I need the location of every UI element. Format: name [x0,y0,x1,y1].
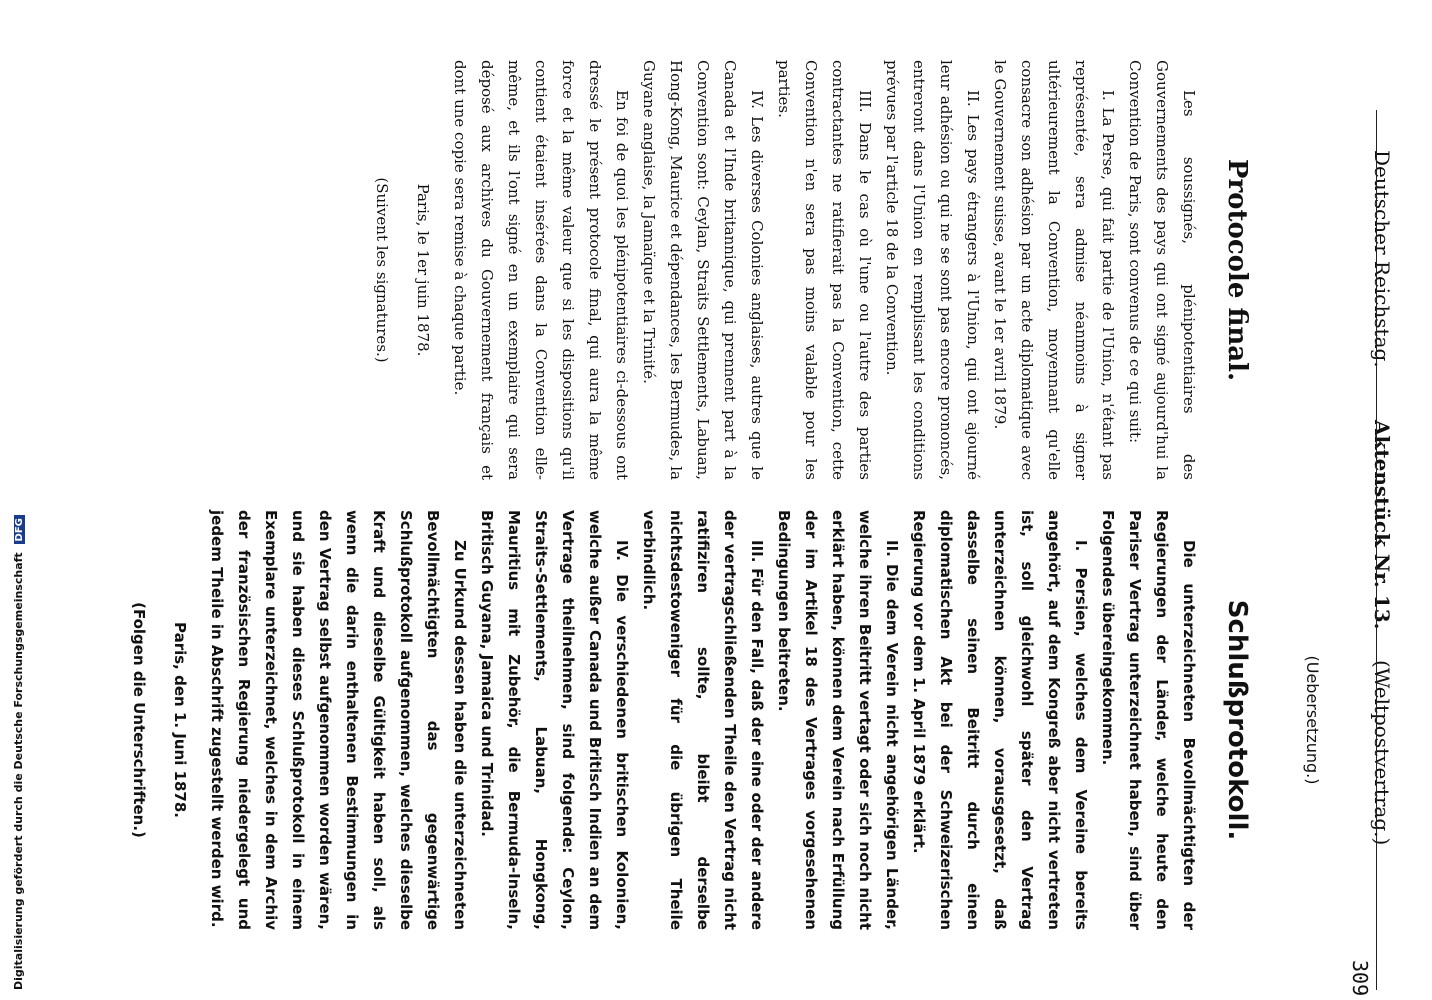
page-header [1364,40,1414,1000]
french-paragraph: I. La Perse, qui fait partie de l'Union, n'étant pas représentée, sera admise néanmoins à signer ultérieurement la Convention, moyennant qu'elle consacre son adhésion par un acte diplomatique avec le Gouvernement suisse, avant le 1er avril 1879. [991,60,1117,480]
french-paragraph: II. Les pays étrangers à l'Union, qui ont ajourné leur adhésion ou qui ne se sont pas encore prononcés, entreront dans l'Union en remplissant les conditions prévues par l'article 18 de la Convention. [883,60,982,480]
french-paragraph: En foi de quoi les plénipotentiaires ci-dessous ont dressé le présent protocole final, qui aura la même force et la même valeur que si les dispositions qu'il contient étaient insérées dans la Convention elle-même, et ils l'ont signé en un exemplaire qui sera déposé aux archives du Gouvernement français et dont une copie sera remise à chaque partie. [451,60,631,480]
french-paragraph: Les soussignés, plénipotentiaires des Gouvernements des pays qui ont signé aujourd'hui la Convention de Paris, sont convenus de ce qui suit: [1126,60,1198,480]
digitization-text: Digitalisierung gefördert durch die Deutsche Forschungsgemeinschaft [12,552,25,990]
french-place-date: Paris, le 1er juin 1878. [414,183,432,357]
french-paragraph: IV. Les diverses Colonies anglaises, autres que le Canada et l'Inde britannique, qui prennent part à la Convention sont: Ceylan, Straits Settlements, Labuan, Hong-Kong, Maurice et dépendances, les Bermudes, la Guyane anglaise, la Jamaïque et la Trinité. [640,60,766,480]
page-number: 309 [1348,960,1372,997]
german-place-date: Paris, den 1. Juni 1878. [171,621,189,819]
german-column [111,510,1202,930]
german-paragraph: I. Persien, welches dem Vereine bereits angehört, auf dem Kongreß aber nicht vertreten ist, soll gleichwohl später den Vertrag unterzeichnen können, vorausgesetzt, daß dasselbe seinen Beitritt durch einen diplomatischen Akt bei der Schweizerischen Regierung vor dem 1. April 1879 erklärt. [910,510,1090,930]
french-paragraph: III. Dans le cas où l'une ou l'autre des parties contractantes ne ratifierait pas la Convention, cette Convention n'en sera pas moins valable pour les parties. [775,60,874,480]
german-paragraph: IV. Die verschiedenen britischen Kolonien, welche außer Canada und Britisch Indien an dem Vertrage theilnehmen, sind folgende: Ceylon, Straits-Settlements, Labuan, Hongkong, Mauritius mit Zubehör, die Bermuda-Inseln, Britisch Guyana, Jamaica und Trinidad. [478,510,631,930]
header-right: (Weltpostvertrag.) [1370,660,1394,846]
header-middle: Aktenstück Nr. 13. [1370,420,1394,630]
german-paragraph: II. Die dem Verein nicht angehörigen Länder, welche ihren Beitritt vertagt oder sich noch nicht erklärt haben, können dem Verein nach Erfüllung der im Artikel 18 des Vertrages vorgesehenen Bedingungen beitreten. [775,510,901,930]
french-column [354,60,1202,480]
german-signatures: (Folgen die Unterschriften.) [130,602,148,838]
french-title: Protocole final. [1222,158,1252,382]
german-paragraph: Zu Urkund dessen haben die unterzeichneten Bevollmächtigten das gegenwärtige Schlußprotokoll aufgenommen, welches dieselbe Kraft und dieselbe Gültigkeit haben soll, als wenn die darin enthaltenen Bestimmungen in den Vertrag selbst aufgenommen worden wären, und sie haben dieses Schlußprotokoll in einem Exemplare unterzeichnet, welches in dem Archiv der französischen Regierung niedergelegt und jedem Theile in Abschrift zugestellt werden wird. [208,510,469,930]
dfg-logo: DFG [14,515,25,544]
german-title: Schlußprotokoll. [1222,599,1252,841]
header-left: Deutscher Reichstag. [1370,150,1394,368]
german-subtitle: (Uebersetzung.) [1303,655,1322,785]
german-paragraph: III. Für den Fall, daß der eine oder der andere der vertragschließenden Theile den Vertrag nicht ratifiziren sollte, bleibt derselbe nichtsdestoweniger für die übrigen Theile verbindlich. [640,510,766,930]
header-rule [1376,110,1377,990]
french-signatures: (Suivent les signatures.) [373,177,391,363]
digitization-note [12,515,25,990]
german-paragraph: Die unterzeichneten Bevollmächtigten der Regierungen der Länder, welche heute den Pariser Vertrag unterzeichnet haben, sind über Folgendes übereingekommen. [1099,510,1198,930]
